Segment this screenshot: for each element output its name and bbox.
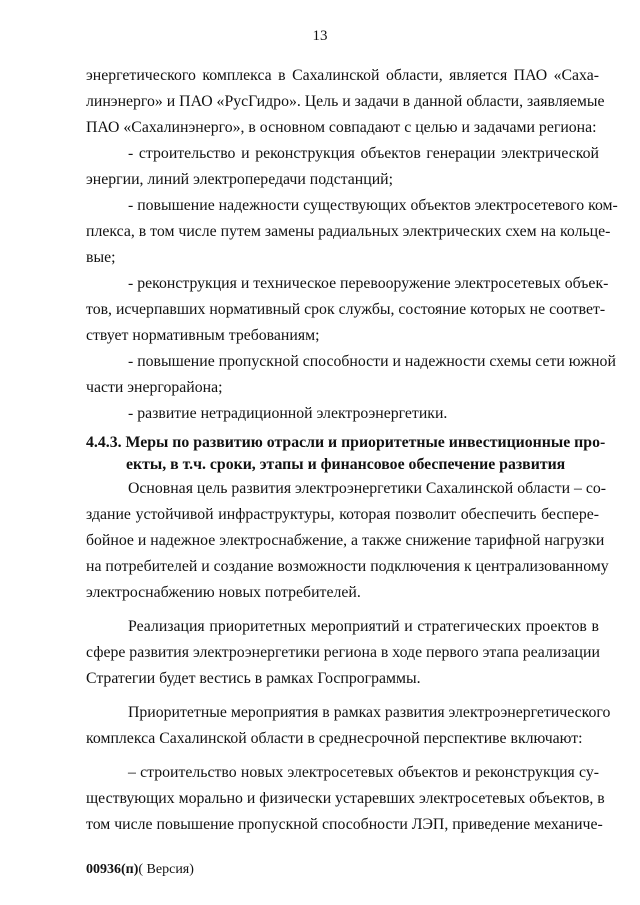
text-line: Стратегии будет вестись в рамках Госпрограммы.: [86, 670, 421, 687]
list-item-line: - повышение пропускной способности и надежности схемы сети южной: [128, 353, 616, 370]
body-text-block-2: [86, 476, 611, 838]
version-label: ( Версия): [138, 862, 194, 877]
heading-line: 4.4.3. Меры по развитию отрасли и приоритетные инвестиционные про-: [86, 434, 606, 451]
body-text-block-1: [86, 63, 618, 427]
text-line: ществующих морально и физически устаревших электросетевых объектов, в: [86, 790, 605, 807]
text-line: том числе повышение пропускной способности ЛЭП, приведение механиче-: [86, 816, 603, 833]
paragraph-first-line: Приоритетные мероприятия в рамках развития электроэнергетического: [128, 704, 611, 721]
text-line: здание устойчивой инфраструктуры, которая позволит обеспечить беспере-: [86, 506, 599, 523]
text-line: бойное и надежное электроснабжение, а также снижение тарифной нагрузки: [86, 532, 605, 549]
text-line: комплекса Сахалинской области в среднесрочной перспективе включают:: [86, 730, 583, 747]
paragraph-first-line: Реализация приоритетных мероприятий и стратегических проектов в: [128, 618, 599, 635]
list-item-line: - повышение надежности существующих объектов электросетевого ком-: [128, 197, 618, 214]
text-line: линэнерго» и ПАО «РусГидро». Цель и задачи в данной области, заявляемые: [86, 93, 605, 110]
text-line: энергетического комплекса в Сахалинской области, является ПАО «Саха-: [86, 67, 599, 84]
text-line: на потребителей и создание возможности подключения к централизованному: [86, 558, 609, 575]
text-line: электроснабжению новых потребителей.: [86, 584, 361, 601]
document-footer: [86, 862, 194, 878]
list-item-line: - реконструкция и техническое перевооружение электросетевых объек-: [128, 275, 609, 292]
text-line: вые;: [86, 249, 116, 266]
text-line: энергии, линий электропередачи подстанций;: [86, 171, 394, 188]
list-item-line: - развитие нетрадиционной электроэнергетики.: [128, 405, 448, 422]
document-code: 00936(п): [86, 862, 139, 877]
paragraph-first-line: Основная цель развития электроэнергетики Сахалинской области – со-: [128, 480, 606, 497]
section-heading: [86, 432, 606, 476]
text-line: части энергорайона;: [86, 379, 223, 396]
list-item-line: – строительство новых электросетевых объектов и реконструкция су-: [128, 764, 599, 781]
text-line: ствует нормативным требованиям;: [86, 327, 320, 344]
text-line: тов, исчерпавших нормативный срок службы, состояние которых не соответ-: [86, 301, 606, 318]
heading-line: екты, в т.ч. сроки, этапы и финансовое обеспечение развития: [126, 456, 566, 473]
list-item-line: - строительство и реконструкция объектов генерации электрической: [128, 145, 599, 162]
text-line: плекса, в том числе путем замены радиальных электрических схем на кольце-: [86, 223, 611, 240]
text-line: сфере развития электроэнергетики региона в ходе первого этапа реализации: [86, 644, 600, 661]
page-number: 13: [312, 28, 328, 44]
text-line: ПАО «Сахалинэнерго», в основном совпадают с целью и задачами региона:: [86, 119, 597, 136]
